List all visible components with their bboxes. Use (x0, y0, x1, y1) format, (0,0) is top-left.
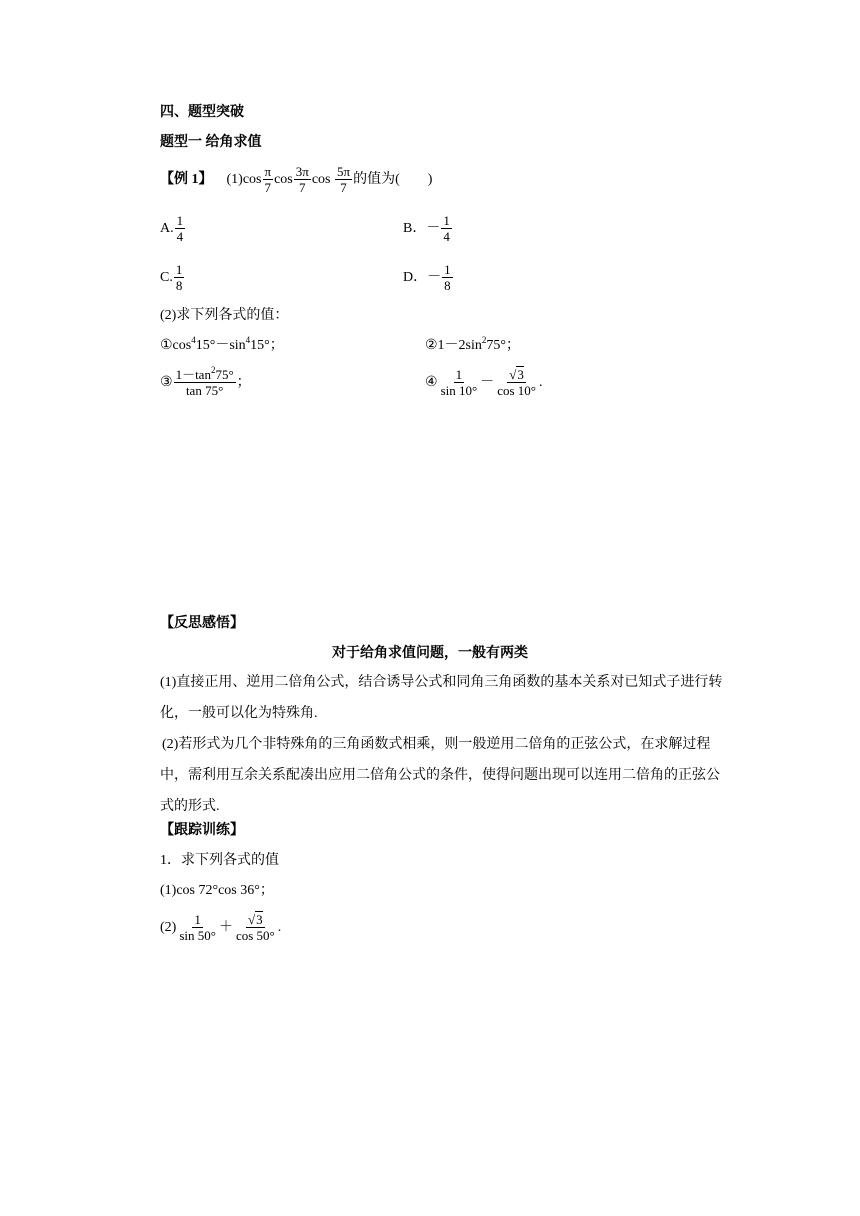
type-title: 题型一 给角求值 (160, 135, 262, 150)
practice-question: 1．求下列各式的值 (160, 853, 279, 868)
example-label: 【例 1】 (160, 172, 213, 187)
option-c: C. $\frac{1}{8}$ (160, 262, 183, 294)
option-b: B．－ $\frac{1}{4}$ (403, 213, 450, 245)
reflection-paragraph-2: (2)若形式为几个非特殊角的三角函数式相乘，则一般逆用二倍角的正弦公式，在求解过程中，需利用互余关系配凑出应用二倍角公式的条件，使得问题出现可以连用二倍角的正弦公式的形式. (160, 737, 720, 814)
reflection-subtitle: 对于给角求值问题，一般有两类 (332, 646, 528, 661)
reflection-paragraph-1: (1)直接正用、逆用二倍角公式，结合诱导公式和同角三角函数的基本关系对已知式子进行转化，一般可以化为特殊角. (160, 675, 723, 721)
part2-item-4: ④ $\frac{1}{\sin 10^\circ}$ － $\frac{√3}{\cos 10^\circ}$ . (425, 367, 543, 399)
example-1-question: 【例 1】 (1)cos $\frac{\pi}{7}$ cos $\frac{3\pi}{7}$ cos $\frac{5\pi}{7}$ 的值为( ) (160, 164, 433, 196)
section-title: 四、题型突破 (160, 105, 244, 120)
fraction: $\frac{3\pi}{7}$ (295, 164, 309, 196)
reflection-heading: 【反思感悟】 (160, 616, 244, 631)
fraction: $\frac{\pi}{7}$ (264, 164, 272, 196)
part2-item-3: ③ $\frac{1-\tan^275^\circ}{\tan 75^\circ}$ ； (160, 365, 251, 399)
practice-item-2: (2) $\frac{1}{\sin 50^\circ}$ ＋ $\frac{√3}{\cos 50^\circ}$ . (160, 912, 282, 944)
practice-item-1: (1)cos 72°cos 36°； (160, 883, 274, 898)
part2-intro: (2)求下列各式的值： (160, 308, 289, 323)
option-d: D．－ $\frac{1}{8}$ (403, 262, 451, 294)
fraction: $\frac{5\pi}{7}$ (337, 164, 351, 196)
sqrt-symbol: √3 (248, 912, 263, 928)
sqrt-symbol: √3 (509, 367, 524, 383)
part2-item-2: $②1-2\sin^275^\circ$； (425, 335, 520, 353)
part2-item-1: $①\cos^415^\circ-\sin^415^\circ$； (160, 335, 284, 353)
option-a: A. $\frac{1}{4}$ (160, 213, 184, 245)
practice-heading: 【跟踪训练】 (160, 823, 244, 838)
